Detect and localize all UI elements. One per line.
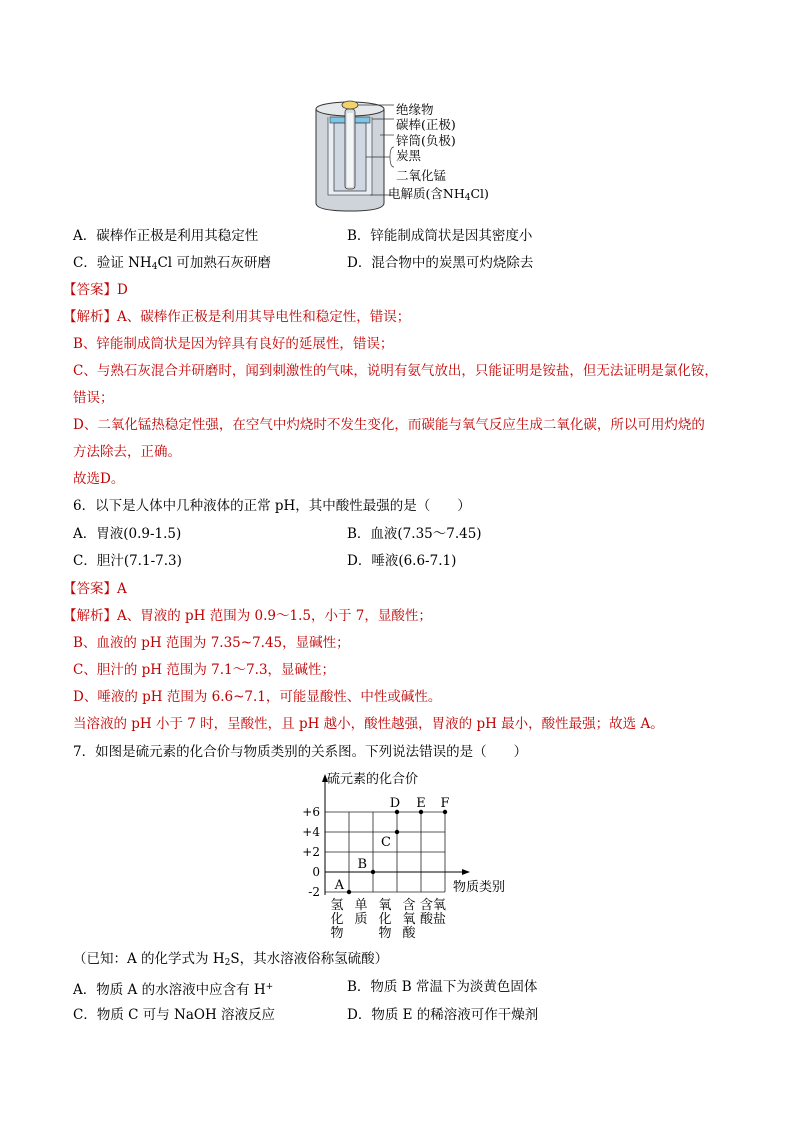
y-tick-label: +4: [302, 825, 320, 839]
q5-analysis-line-2: B、锌能制成筒状是因为锌具有良好的延展性，错误；: [73, 336, 394, 352]
battery-label-carbon-black: 炭黑: [396, 148, 422, 163]
q5-option-b: B．锌能制成筒状是因其密度小: [347, 228, 533, 244]
data-label-E: E: [416, 796, 426, 811]
data-label-B: B: [357, 857, 367, 872]
battery-label-carbon-rod: 碳棒(正极): [396, 117, 456, 132]
q7-option-c: C．物质 C 可与 NaOH 溶液反应: [73, 1007, 276, 1023]
q6-analysis-line-5: 当溶液的 pH 小于 7 时，呈酸性，且 pH 越小，酸性越强，胃液的 pH 最小，酸性最强；故选 A。: [73, 716, 664, 732]
x-category-label: 氧: [378, 898, 392, 913]
q6-analysis-line-3: C、胆汁的 pH 范围为 7.1～7.3，显碱性；: [73, 662, 336, 678]
x-category-label: 酸盐: [419, 912, 447, 927]
data-label-D: D: [389, 796, 401, 811]
q7-note: （已知：A 的化学式为 $H_2S$，其水溶液俗称氢硫酸）: [73, 951, 389, 968]
valence-chart: [285, 765, 515, 945]
q6-analysis-line-4: D、唾液的 pH 范围为 6.6~7.1，可能显酸性、中性或碱性。: [73, 689, 442, 705]
q7-option-b: B．物质 B 常温下为淡黄色固体: [347, 979, 538, 995]
data-label-A: A: [334, 878, 344, 893]
data-point-C: [395, 830, 399, 834]
x-category-label: 物: [330, 926, 344, 941]
q5-analysis-line-3: C、与熟石灰混合并研磨时，闻到刺激性的气味，说明有氨气放出，只能证明是铵盐，但无法证明是氯化铵，: [73, 363, 718, 379]
q7-stem: 7．如图是硫元素的化合价与物质类别的关系图。下列说法错误的是（ ）: [73, 744, 528, 760]
x-axis-title: 物质类别: [453, 880, 506, 895]
y-tick-label: +6: [302, 805, 320, 819]
x-category-label: 质: [354, 912, 368, 927]
x-category-label: 单: [354, 898, 368, 913]
q7-option-d: D．物质 E 的稀溶液可作干燥剂: [347, 1007, 539, 1023]
q6-answer: 【答案】A: [63, 581, 127, 597]
x-category-label: 酸: [402, 926, 416, 941]
q6-stem: 6．以下是人体中几种液体的正常 pH，其中酸性最强的是（ ）: [73, 498, 471, 514]
x-category-label: 氧: [402, 912, 416, 927]
q5-analysis-line-1: 【解析】A、碳棒作正极是利用其导电性和稳定性，错误；: [63, 309, 411, 325]
x-category-label: 化: [330, 912, 344, 927]
q5-option-d: D．混合物中的炭黑可灼烧除去: [347, 255, 534, 271]
q6-option-a: A．胃液(0.9-1.5): [73, 526, 182, 542]
battery-label-mno2: 二氧化锰: [396, 168, 447, 183]
data-point-A: [347, 890, 351, 894]
data-label-C: C: [381, 835, 391, 850]
battery-label-zinc-can: 锌筒(负极): [396, 133, 456, 148]
q5-analysis-line-4: 错误；: [73, 390, 114, 406]
x-category-label: 物: [378, 926, 392, 941]
q6-analysis-line-1: 【解析】A、胃液的 pH 范围为 0.9～1.5，小于 7，显酸性；: [63, 608, 432, 624]
q5-answer: 【答案】D: [63, 282, 128, 298]
y-tick-label: +2: [302, 845, 320, 859]
x-category-label: 含: [402, 898, 416, 913]
y-axis-title: 硫元素的化合价: [327, 772, 419, 787]
q6-analysis-line-2: B、血液的 pH 范围为 7.35~7.45，显碱性；: [73, 635, 350, 651]
q5-option-c: C．验证 $NH_4Cl$ 可加熟石灰研磨: [73, 255, 271, 272]
y-tick-label: 0: [312, 865, 320, 879]
x-category-label: 含氧: [419, 898, 447, 913]
data-point-B: [371, 870, 375, 874]
q5-analysis-line-5: D、二氧化锰热稳定性强，在空气中灼烧时不发生变化，而碳能与氧气反应生成二氧化碳，所以可用灼烧的: [73, 417, 705, 433]
q6-option-d: D．唾液(6.6-7.1): [347, 553, 457, 569]
q7-option-a: A．物质 A 的水溶液中应含有 H+: [73, 982, 274, 998]
battery-label-insulator: 绝缘物: [396, 102, 434, 117]
x-axis-arrow: [462, 869, 470, 875]
q5-analysis-line-6: 方法除去，正确。: [73, 444, 181, 460]
y-tick-label: -2: [308, 885, 320, 899]
battery-label-electrolyte: 电解质(含$NH_4Cl$): [388, 186, 489, 203]
q5-option-a: A．碳棒作正极是利用其稳定性: [73, 228, 259, 244]
q5-conclusion: 故选D。: [73, 471, 125, 487]
x-category-label: 氢: [330, 898, 344, 913]
q6-option-c: C．胆汁(7.1-7.3): [73, 553, 182, 569]
x-category-label: 化: [378, 912, 392, 927]
data-label-F: F: [440, 796, 450, 811]
q6-option-b: B．血液(7.35～7.45): [347, 526, 482, 542]
